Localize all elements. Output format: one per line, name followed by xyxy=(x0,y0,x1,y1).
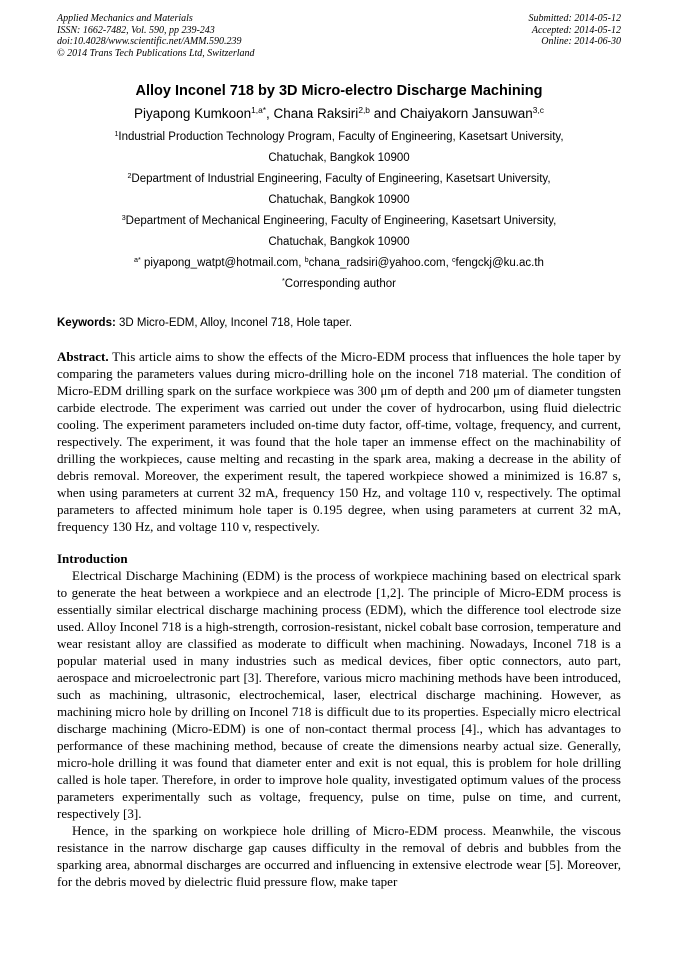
affiliation-1-line-2: Chatuchak, Bangkok 10900 xyxy=(268,152,410,164)
journal-issn-volume: ISSN: 1662-7482, Vol. 590, pp 239-243 xyxy=(57,24,215,36)
abstract-label: Abstract. xyxy=(57,349,109,364)
introduction-heading: Introduction xyxy=(57,551,128,566)
introduction-paragraph-1: Electrical Discharge Machining (EDM) is the process of workpiece machining based on electrical spark to generate the heat between a workpiece and an electrode [1,2]. The principle of Micro-EDM process is essentially similar electrical discharge machining process (EDM), which the difference tool electrode size used. Alloy Inconel 718 is a high-strength, corrosion-resistant, nickel cobalt base corrosion, temperature and wear resistant alloy are classified as moderate to difficult when machining. Nowadays, Inconel 718 is a popular material used in many industries such as medical devices, fiber optic connectors, auto part, aerospace and microelectronic part [3]. Therefore, various micro machining methods have been introduced, such as machining, ultrasonic, electrochemical, laser, electrical discharge machining. However, as machining micro hole by drilling on Inconel 718 is difficult due to its properties. Especially micro electrical discharge machining (Micro-EDM) is one of non-contact thermal process [4]., which has advantages to performance of these machining method, because of create the dimensions nearby actual size. Generally, micro-hole drilling it was found that diameter enter and exit is not equal, this is problem for hole drilling called is hole taper. Therefore, in order to improve hole quality, investigated optimum values of the process parameters experimentally such as voltage, frequency, pulse on time, pulse on time, and current, respectively [3]. xyxy=(57,568,621,821)
authors-line xyxy=(57,105,621,123)
affiliation-2-mark: 2 xyxy=(127,172,132,181)
journal-header xyxy=(57,13,621,59)
email-a-mark: a* xyxy=(134,256,141,265)
author-1: Piyapong Kumkoon xyxy=(134,106,252,121)
affiliation-2-line-1: $^2$Department of Industrial Engineering, Faculty of Engineering, Kasetsart University, xyxy=(127,172,551,185)
email-b: chana_radsiri@yahoo.com, xyxy=(308,257,449,269)
email-c-mark: c xyxy=(451,256,456,265)
author-3-affil-mark: 3,c xyxy=(532,105,544,116)
affiliation-1-line-1: $^1$Industrial Production Technology Program, Faculty of Engineering, Kasetsart University, xyxy=(114,130,564,143)
journal-copyright: © 2014 Trans Tech Publications Ltd, Switzerland xyxy=(57,47,255,59)
affiliation-3-line-2: Chatuchak, Bangkok 10900 xyxy=(268,236,410,248)
email-c: fengckj@ku.ac.th xyxy=(455,257,544,269)
affiliation-2-line-2: Chatuchak, Bangkok 10900 xyxy=(268,194,410,206)
author-1-affil-mark: 1,a* xyxy=(251,105,266,116)
author-separator: and xyxy=(369,106,400,121)
accepted-date: Accepted: 2014-05-12 xyxy=(531,24,621,36)
author-2-affil-mark: 2,b xyxy=(358,105,370,116)
journal-header-left xyxy=(57,13,255,59)
online-date: Online: 2014-06-30 xyxy=(541,36,621,47)
corresponding-author-note: *Corresponding author xyxy=(281,277,397,290)
author-2: Chana Raksiri xyxy=(273,106,359,121)
author-emails xyxy=(57,253,621,274)
email-a: piyapong_watpt@hotmail.com, xyxy=(144,257,302,269)
keywords-label: Keywords: xyxy=(57,317,116,329)
affiliation-3-line-1: $^3$Department of Mechanical Engineering, Faculty of Engineering, Kasetsart University, xyxy=(121,214,557,227)
affiliation-3-mark: 3 xyxy=(121,214,126,223)
affiliation-1-mark: 1 xyxy=(114,130,119,139)
abstract-paragraph xyxy=(57,348,621,535)
journal-header-right xyxy=(529,13,622,59)
author-3: Chaiyakorn Jansuwan xyxy=(399,106,533,121)
submitted-date: Submitted: 2014-05-12 xyxy=(528,13,621,24)
introduction-paragraph-2: Hence, in the sparking on workpiece hole drilling of Micro-EDM process. Meanwhile, the viscous resistance in the narrow discharge gap causes difficulty in the removal of debris and bubbles from the sparking area, abnormal discharges are occurred and influencing in extensive electrode wear [5]. Moreover, for the debris moved by dielectric fluid pressure flow, make taper xyxy=(57,823,621,889)
paper-title: Alloy Inconel 718 by 3D Micro-electro Discharge Machining xyxy=(135,83,543,99)
keywords-line xyxy=(57,316,621,331)
affiliations-block xyxy=(57,127,621,295)
journal-name: Applied Mechanics and Materials xyxy=(57,13,193,24)
author-separator: , xyxy=(266,106,274,121)
corresponding-author-mark: * xyxy=(281,277,285,286)
abstract-text: This article aims to show the effects of the Micro-EDM process that influences the hole taper by comparing the parameters values during micro-drilling hole on the inconel 718 material. The condition of Micro-EDM drilling spark on the surface workpiece was 300 μm of depth and 200 μm of diameter tungsten carbide electrode. The experiment was carried out under the cover of hydrocarbon, using fluid dielectric cooling. The experiment parameters included on-time duty factor, off-time, voltage, frequency, and current, respectively. The experiment, it was found that the hole taper an immense effect on the machinability of drilling the workpieces, cause melting and recasting in the spark area, making a decrease in the ability of debris removal. Moreover, the experiment result, the tapered workpiece showed a minimized is 16.87 s, when using parameters at current 32 mA, frequency 150 Hz, and voltage 110 v, respectively. The optimal parameters to affected minimum hole taper is 0.195 degree, when using parameters at current 32 mA, frequency 130 Hz, and voltage 110 v, respectively. xyxy=(57,349,621,534)
email-b-mark: b xyxy=(304,256,309,265)
journal-doi: doi:10.4028/www.scientific.net/AMM.590.239 xyxy=(57,36,242,47)
keywords-text: 3D Micro-EDM, Alloy, Inconel 718, Hole taper. xyxy=(119,317,353,329)
